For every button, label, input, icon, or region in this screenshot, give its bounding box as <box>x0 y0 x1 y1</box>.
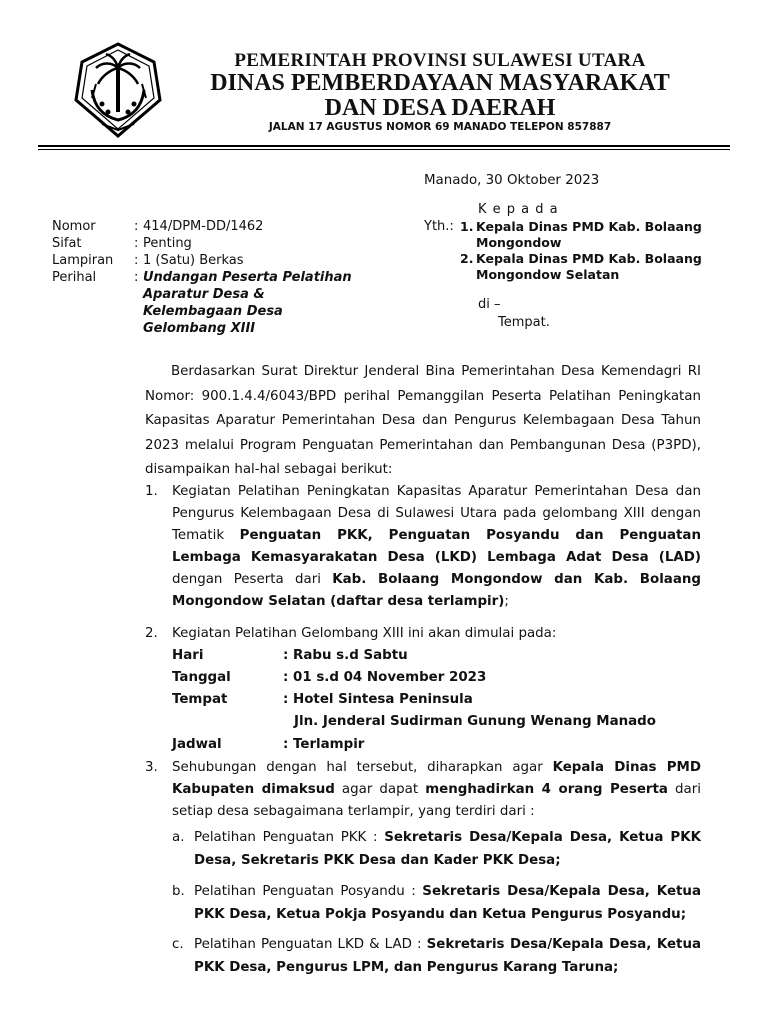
sub-b-title: Pelatihan Penguatan Posyandu : <box>194 884 423 899</box>
letterhead-rule-thin <box>38 149 730 150</box>
perihal-colon: : <box>134 270 139 285</box>
item-1-number: 1. <box>145 484 158 499</box>
tempat-label: Tempat. <box>498 315 550 330</box>
sub-a-number: a. <box>172 830 185 845</box>
item-2-number: 2. <box>145 626 158 641</box>
sub-b-participants: Sekretaris Desa/Kepala Desa, Ketua PKK Desa, Ketua Pokja Posyandu dan Ketua Pengurus Posyandu; <box>194 884 702 922</box>
sub-c-title: Pelatihan Penguatan LKD & LAD : <box>194 937 427 952</box>
hari-value: : Rabu s.d Sabtu <box>283 648 408 663</box>
tanggal-value: : 01 s.d 04 November 2023 <box>283 670 487 685</box>
item-3-number: 3. <box>145 760 158 775</box>
item-1-bold-themes: Penguatan PKK, Penguatan Posyandu dan Penguatan Lembaga Kemasyarakatan Desa (LKD) Lembaga Adat Desa (LAD) <box>172 528 702 565</box>
letterhead-address: JALAN 17 AGUSTUS NOMOR 69 MANADO TELEPON 857887 <box>268 121 612 133</box>
di-label: di – <box>478 297 501 312</box>
tempat-kegiatan-address: Jln. Jenderal Sudirman Gunung Wenang Manado <box>294 714 656 729</box>
item-3-text <box>172 757 701 823</box>
item-3-bold-peserta: menghadirkan 4 orang Peserta <box>425 782 668 797</box>
letterhead-line3: DAN DESA DAERAH <box>324 95 556 121</box>
nomor-colon: : <box>134 219 139 234</box>
item-1-text-part1: Kegiatan Pelatihan Peningkatan Kapasitas Aparatur Pemerintahan Desa dan Pengurus Kelembagaan Desa di Sulawesi Utara pada gelombang XIII dengan Tematik <box>172 484 701 543</box>
tempat-kegiatan-label: Tempat <box>172 692 228 707</box>
recipient-1-line1: Kepala Dinas PMD Kab. Bolaang <box>476 219 702 234</box>
jadwal-value: : Terlampir <box>283 737 365 752</box>
sub-a-title: Pelatihan Penguatan PKK : <box>194 830 385 845</box>
letterhead-line1: PEMERINTAH PROVINSI SULAWESI UTARA <box>234 50 646 71</box>
perihal-line4: Gelombang XIII <box>143 321 256 336</box>
item-3-bold-kepala-dinas: Kepala Dinas PMD Kabupaten dimaksud <box>172 760 701 797</box>
perihal-line3: Kelembagaan Desa <box>143 304 283 319</box>
sifat-label: Sifat <box>52 236 82 251</box>
kepada-label: K e p a d a <box>478 202 559 217</box>
recipient-2-number: 2. <box>460 251 474 266</box>
tempat-kegiatan-value: : Hotel Sintesa Peninsula <box>283 692 473 707</box>
item-3-text-part2: agar dapat <box>334 782 426 797</box>
sifat-value: Penting <box>143 236 192 251</box>
item-3-text-part3: dari setiap desa sebagaimana terlampir, yang terdiri dari : <box>172 782 701 819</box>
letterhead-line2: DINAS PEMBERDAYAAN MASYARAKAT <box>210 70 670 96</box>
recipient-2-line2: Mongondow Selatan <box>476 267 620 282</box>
perihal-line2: Aparatur Desa & <box>143 287 265 302</box>
sub-b-number: b. <box>172 884 185 899</box>
letterhead-rule-thick <box>38 145 730 147</box>
item-1-text-part2: dengan Peserta dari <box>172 572 333 587</box>
sub-a-participants: Sekretaris Desa/Kepala Desa, Ketua PKK Desa, Sekretaris PKK Desa dan Kader PKK Desa; <box>194 830 702 868</box>
letter-date: Manado, 30 Oktober 2023 <box>424 173 600 188</box>
tanggal-label: Tanggal <box>172 670 231 685</box>
sub-c-participants: Sekretaris Desa/Kepala Desa, Ketua PKK Desa, Pengurus LPM, dan Pengurus Karang Taruna; <box>194 937 702 975</box>
item-2-text: Kegiatan Pelatihan Gelombang XIII ini akan dimulai pada: <box>172 626 557 641</box>
recipient-2-line1: Kepala Dinas PMD Kab. Bolaang <box>476 251 702 266</box>
item-3-text-part1: Sehubungan dengan hal tersebut, diharapkan agar <box>172 760 553 775</box>
lampiran-label: Lampiran <box>52 253 114 268</box>
hari-label: Hari <box>172 648 204 663</box>
item-1-text <box>172 481 701 613</box>
perihal-label: Perihal <box>52 270 97 285</box>
sub-c-text <box>194 934 701 979</box>
government-emblem-logo <box>72 40 164 140</box>
sub-b-text <box>194 881 701 926</box>
lampiran-value: 1 (Satu) Berkas <box>143 253 244 268</box>
recipient-1-line2: Mongondow <box>476 235 562 250</box>
perihal-line1: Undangan Peserta Pelatihan <box>143 270 352 285</box>
sub-c-number: c. <box>172 937 184 952</box>
nomor-value: 414/DPM-DD/1462 <box>143 219 264 234</box>
sifat-colon: : <box>134 236 139 251</box>
nomor-label: Nomor <box>52 219 96 234</box>
item-1-bold-participants: Kab. Bolaang Mongondow dan Kab. Bolaang Mongondow Selatan (daftar desa terlampir) <box>172 572 701 609</box>
yth-label: Yth.: <box>424 219 454 234</box>
recipient-1-number: 1. <box>460 219 474 234</box>
item-1-text-part3: ; <box>504 594 509 609</box>
intro-paragraph: Berdasarkan Surat Direktur Jenderal Bina Pemerintahan Desa Kemendagri RI Nomor: 900.1.4.4/6043/BPD perihal Pemanggilan Peserta Pelatihan Peningkatan Kapasitas Aparatur Pemerintahan Desa dan Pengurus Kelembagaan Desa Tahun 2023 melalui Program Penguatan Pemerintahan dan Pembangunan Desa (P3PD), disampaikan hal-hal sebagai berikut: <box>145 364 701 477</box>
jadwal-label: Jadwal <box>172 737 222 752</box>
lampiran-colon: : <box>134 253 139 268</box>
sub-a-text <box>194 827 701 872</box>
